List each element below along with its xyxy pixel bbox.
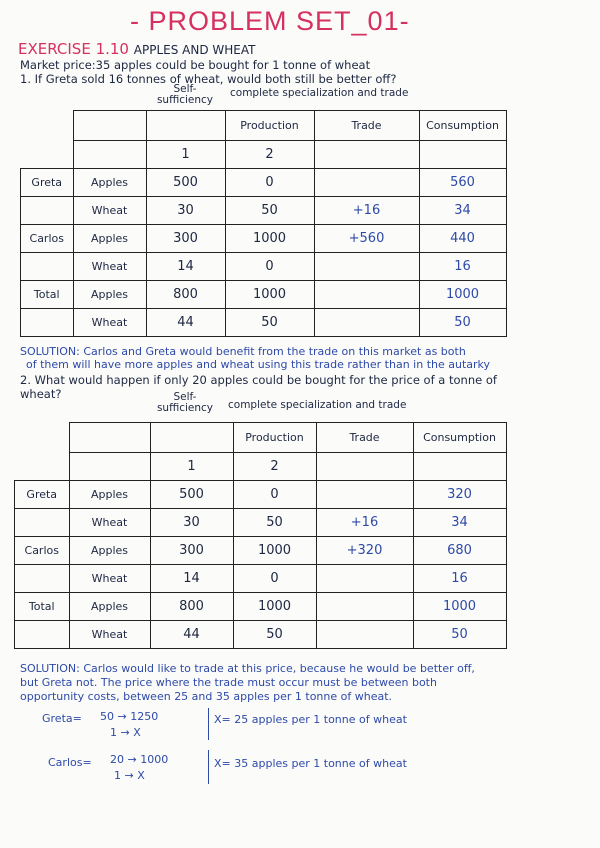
exercise-heading (18, 40, 255, 58)
question-2-line-2: wheat? (20, 387, 62, 401)
person-cell: Total (15, 593, 70, 621)
prod-cell: 1000 (225, 225, 314, 253)
self-cell: 500 (146, 169, 225, 197)
prod-cell: 1000 (233, 593, 316, 621)
person-cell: Greta (15, 481, 70, 509)
prod-cell: 50 (225, 197, 314, 225)
table-row (15, 481, 507, 509)
trade-cell (316, 565, 413, 593)
table-row (21, 197, 507, 225)
good-cell: Apples (73, 225, 146, 253)
prod-cell: 1000 (225, 281, 314, 309)
trade-cell (316, 593, 413, 621)
cons-cell: 16 (419, 253, 506, 281)
cons-cell: 50 (413, 621, 506, 649)
table-row (21, 225, 507, 253)
self-cell: 30 (150, 509, 233, 537)
trade-cell: +320 (316, 537, 413, 565)
prod-cell: 1000 (233, 537, 316, 565)
self-cell: 14 (146, 253, 225, 281)
solution-1-line-2: of them will have more apples and wheat using this trade rather than in the autarky (26, 358, 491, 371)
good-cell: Apples (69, 593, 150, 621)
good-cell: Wheat (69, 509, 150, 537)
consumption-header: Consumption (419, 111, 506, 141)
prod-cell: 0 (233, 565, 316, 593)
calc-carlos-divider (208, 750, 209, 784)
person-cell: Greta (21, 169, 74, 197)
table-row (15, 509, 507, 537)
trade-cell: +16 (316, 509, 413, 537)
person-cell (21, 309, 74, 337)
prod-cell: 50 (233, 621, 316, 649)
exercise-number: EXERCISE 1.10 (18, 40, 129, 58)
cons-cell: 34 (419, 197, 506, 225)
calc-greta-label: Greta= (42, 712, 82, 725)
market-price-line: Market price:35 apples could be bought for 1 tonne of wheat (20, 58, 371, 72)
table-row (21, 169, 507, 197)
trade-header: Trade (316, 423, 413, 453)
col-num-1: 1 (150, 453, 233, 481)
table-row (21, 253, 507, 281)
solution-2-line-1: SOLUTION: Carlos would like to trade at this price, because he would be better off, (20, 662, 475, 675)
prod-cell: 50 (233, 509, 316, 537)
good-cell: Apples (69, 481, 150, 509)
good-cell: Apples (73, 281, 146, 309)
trade-cell (314, 253, 419, 281)
trade-cell (314, 169, 419, 197)
person-cell (15, 621, 70, 649)
good-cell: Apples (69, 537, 150, 565)
trade-cell: +16 (314, 197, 419, 225)
prod-cell: 0 (233, 481, 316, 509)
good-cell: Wheat (73, 309, 146, 337)
table-row (15, 593, 507, 621)
question-1: 1. If Greta sold 16 tonnes of wheat, would both still be better off? (20, 72, 397, 86)
prod-cell: 0 (225, 253, 314, 281)
col-num-1: 1 (146, 141, 225, 169)
good-cell: Wheat (69, 621, 150, 649)
cons-cell: 1000 (413, 593, 506, 621)
person-cell (21, 253, 74, 281)
cons-cell: 560 (419, 169, 506, 197)
table-1 (20, 110, 507, 337)
production-header: Production (233, 423, 316, 453)
good-cell: Apples (73, 169, 146, 197)
self-cell: 44 (146, 309, 225, 337)
table1-self-header: Self-sufficiency (156, 83, 214, 106)
trade-cell (316, 481, 413, 509)
solution-1-line-1: SOLUTION: Carlos and Greta would benefit from the trade on this market as both (20, 345, 466, 358)
person-cell: Carlos (15, 537, 70, 565)
calc-carlos-bottom: 1 → X (114, 769, 145, 782)
good-cell: Wheat (73, 197, 146, 225)
table-row (21, 309, 507, 337)
table2-self-header: Self-sufficiency (156, 391, 214, 414)
self-cell: 44 (150, 621, 233, 649)
person-cell (15, 565, 70, 593)
good-cell: Wheat (73, 253, 146, 281)
person-cell (15, 509, 70, 537)
question-2-line-1: 2. What would happen if only 20 apples could be bought for the price of a tonne of (20, 373, 497, 387)
solution-2-line-2: but Greta not. The price where the trade must occur must be between both (20, 676, 437, 689)
table-row (15, 565, 507, 593)
calc-greta-result: X= 25 apples per 1 tonne of wheat (214, 713, 407, 726)
table-row (15, 621, 507, 649)
col-num-2: 2 (225, 141, 314, 169)
self-cell: 800 (150, 593, 233, 621)
self-cell: 14 (150, 565, 233, 593)
prod-cell: 50 (225, 309, 314, 337)
calc-greta-top: 50 → 1250 (100, 710, 159, 723)
good-cell: Wheat (69, 565, 150, 593)
self-cell: 30 (146, 197, 225, 225)
person-cell: Carlos (21, 225, 74, 253)
calc-carlos-top: 20 → 1000 (110, 753, 169, 766)
table1-complete-header: complete specialization and trade (230, 87, 409, 99)
solution-2-line-3: opportunity costs, between 25 and 35 apples per 1 tonne of wheat. (20, 690, 393, 703)
trade-header: Trade (314, 111, 419, 141)
cons-cell: 1000 (419, 281, 506, 309)
cons-cell: 50 (419, 309, 506, 337)
cons-cell: 680 (413, 537, 506, 565)
calc-carlos-label: Carlos= (48, 756, 92, 769)
cons-cell: 34 (413, 509, 506, 537)
self-cell: 500 (150, 481, 233, 509)
production-header: Production (225, 111, 314, 141)
self-cell: 300 (150, 537, 233, 565)
col-num-2: 2 (233, 453, 316, 481)
exercise-name: APPLES AND WHEAT (133, 43, 256, 57)
prod-cell: 0 (225, 169, 314, 197)
trade-cell (314, 281, 419, 309)
self-cell: 800 (146, 281, 225, 309)
consumption-header: Consumption (413, 423, 506, 453)
trade-cell: +560 (314, 225, 419, 253)
table-2 (14, 422, 507, 649)
self-cell: 300 (146, 225, 225, 253)
table2-complete-header: complete specialization and trade (228, 399, 407, 411)
cons-cell: 16 (413, 565, 506, 593)
calc-carlos-result: X= 35 apples per 1 tonne of wheat (214, 757, 407, 770)
person-cell (21, 197, 74, 225)
calc-greta-bottom: 1 → X (110, 726, 141, 739)
cons-cell: 320 (413, 481, 506, 509)
table-row (15, 537, 507, 565)
trade-cell (316, 621, 413, 649)
cons-cell: 440 (419, 225, 506, 253)
person-cell: Total (21, 281, 74, 309)
trade-cell (314, 309, 419, 337)
page-title: - PROBLEM SET_01- (130, 6, 410, 36)
table-row (21, 281, 507, 309)
calc-greta-divider (208, 708, 209, 740)
